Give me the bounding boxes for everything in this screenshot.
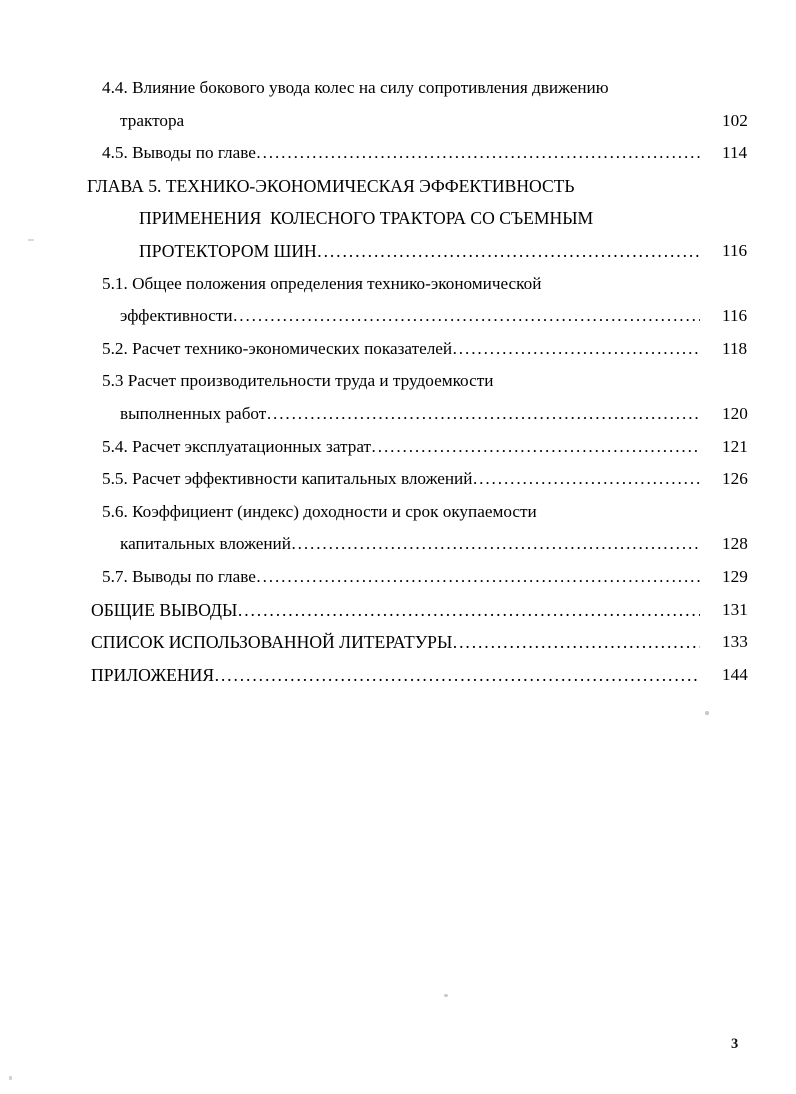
toc-entry-page-number: 121 — [722, 436, 748, 456]
toc-entry-title: эффективности — [120, 306, 233, 326]
scan-artifact-speck — [9, 1076, 12, 1080]
toc-entry-page-number: 128 — [722, 534, 748, 554]
toc-entry-title: 4.5. Выводы по главе — [102, 143, 256, 163]
toc-entry — [0, 268, 796, 301]
toc-entry-body — [102, 431, 700, 464]
toc-entry — [0, 659, 796, 692]
toc-entry-title: 5.1. Общее положения определения технико-экономической — [102, 273, 542, 293]
toc-entry-page-number: 120 — [722, 404, 748, 423]
toc-entry — [0, 561, 796, 594]
toc-dot-leader — [256, 137, 700, 170]
toc-entry — [0, 594, 796, 627]
toc-entry — [0, 333, 796, 366]
toc-entry — [0, 300, 796, 333]
toc-entry-page-number: 131 — [722, 599, 748, 619]
toc-entry-page-number: 116 — [722, 241, 748, 260]
toc-entry-body — [87, 170, 700, 203]
toc-dot-leader — [215, 659, 700, 692]
toc-entry-title: выполненных работ — [120, 404, 267, 423]
scan-artifact-speck — [444, 994, 448, 997]
toc-entry-title: капитальных вложений — [120, 534, 291, 554]
toc-entry — [0, 528, 796, 561]
toc-entry — [0, 626, 796, 659]
toc-entry-page-number: 133 — [722, 632, 748, 652]
scan-artifact-speck — [28, 239, 34, 241]
toc-entry — [0, 105, 796, 138]
toc-dot-leader — [256, 561, 700, 594]
toc-entry-title: ПРОТЕКТОРОМ ШИН — [139, 241, 317, 261]
toc-entry-page-number: 126 — [722, 469, 748, 489]
toc-entry-title: трактора — [120, 110, 185, 130]
toc-entry — [0, 72, 796, 105]
toc-entry-body — [120, 105, 700, 138]
toc-entry-body — [139, 202, 700, 235]
toc-dot-leader — [453, 333, 700, 366]
toc-entry-title: 5.5. Расчет эффективности капитальных вложений — [102, 469, 473, 489]
toc-entry-body — [120, 300, 700, 333]
toc-entry-title: 5.4. Расчет эксплуатационных затрат — [102, 436, 372, 456]
scan-artifact-speck — [705, 711, 709, 715]
toc-dot-leader — [267, 398, 700, 431]
toc-entry — [0, 463, 796, 496]
toc-entry-page-number: 144 — [722, 664, 748, 684]
toc-entry — [0, 431, 796, 464]
toc-entry-page-number: 114 — [722, 143, 748, 163]
toc-entry-page-number: 118 — [722, 338, 748, 358]
toc-entry — [0, 170, 796, 203]
toc-entry-title: ПРИМЕНЕНИЯ КОЛЕСНОГО ТРАКТОРА СО СЪЕМНЫМ — [139, 208, 594, 229]
toc-entry-title: 5.7. Выводы по главе — [102, 567, 256, 586]
toc-entry — [0, 235, 796, 268]
toc-entry-body — [102, 137, 700, 170]
toc-entry-title: ГЛАВА 5. ТЕХНИКО-ЭКОНОМИЧЕСКАЯ ЭФФЕКТИВНОСТЬ — [87, 175, 575, 196]
toc-entry — [0, 496, 796, 529]
toc-entry-title: ОБЩИЕ ВЫВОДЫ — [91, 599, 238, 620]
toc-entry-title: 5.2. Расчет технико-экономических показателей — [102, 338, 453, 358]
toc-dot-leader — [473, 463, 700, 496]
toc-dot-leader — [291, 528, 700, 561]
toc-entry-body — [102, 561, 700, 594]
toc-dot-leader — [317, 235, 700, 268]
toc-entry-body — [91, 594, 700, 627]
toc-entry-page-number: 129 — [722, 567, 748, 586]
toc-entry-body — [102, 463, 700, 496]
toc-entry-title: 5.3 Расчет производительности труда и трудоемкости — [102, 371, 494, 391]
toc-entry-body — [91, 659, 700, 692]
toc-entry-title: СПИСОК ИСПОЛЬЗОВАННОЙ ЛИТЕРАТУРЫ — [91, 632, 453, 653]
toc-entry-body — [102, 496, 700, 529]
toc-entry — [0, 137, 796, 170]
toc-entry-body — [120, 398, 700, 431]
toc-entry-body — [102, 365, 700, 398]
toc-dot-leader — [372, 431, 700, 464]
toc-dot-leader — [233, 300, 700, 333]
toc-entry-body — [102, 333, 700, 366]
toc-entry-title: ПРИЛОЖЕНИЯ — [91, 664, 215, 685]
toc-dot-leader — [453, 626, 700, 659]
toc-entry-body — [91, 626, 700, 659]
toc-entry-page-number: 116 — [722, 306, 748, 326]
toc-entry-body — [102, 72, 700, 105]
footer-page-number: 3 — [731, 1036, 739, 1052]
toc-entry-page-number: 102 — [722, 110, 748, 130]
toc-dot-leader — [238, 594, 700, 627]
toc-entry — [0, 398, 796, 431]
toc-entry-body — [139, 235, 700, 268]
toc-entry-body — [102, 268, 700, 301]
toc-entry-title: 5.6. Коэффициент (индекс) доходности и срок окупаемости — [102, 501, 537, 521]
toc-entry-body — [120, 528, 700, 561]
toc-entry — [0, 365, 796, 398]
toc-entry — [0, 202, 796, 235]
toc-entry-title: 4.4. Влияние бокового увода колес на силу сопротивления движению — [102, 78, 609, 97]
